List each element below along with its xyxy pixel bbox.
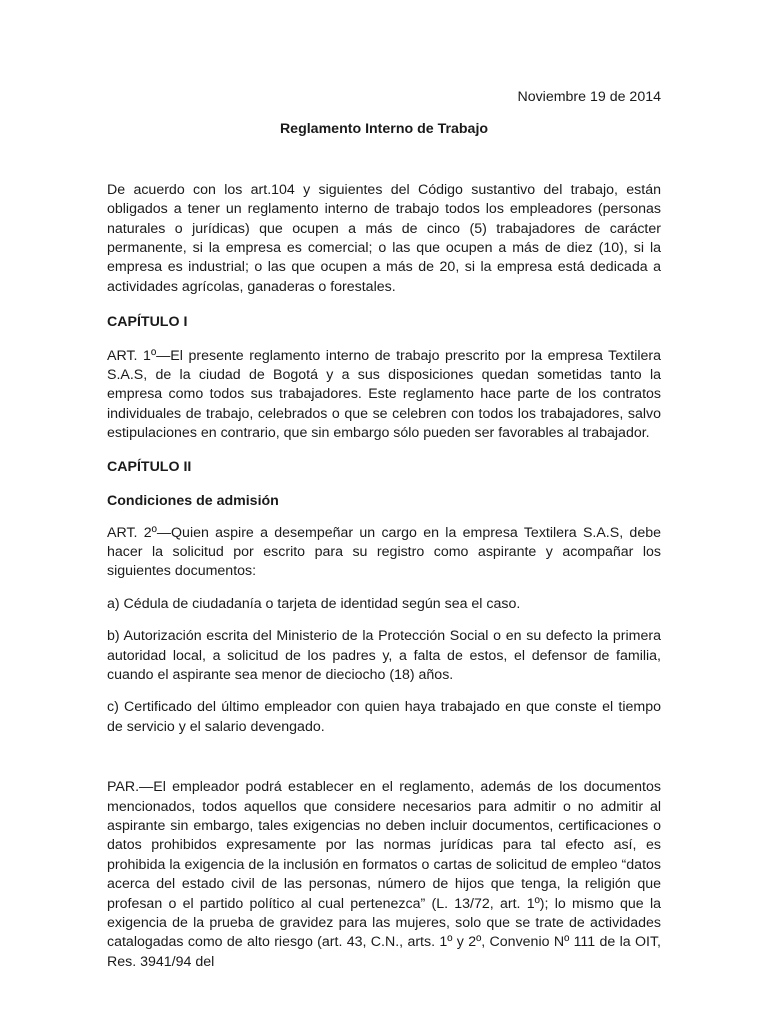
chapter-2-heading: CAPÍTULO II — [107, 458, 192, 475]
list-item-c: c) Certificado del último empleador con quien haya trabajado en que conste el tiempo de servicio y el salario devengado. — [107, 699, 661, 735]
paragraph-par: PAR.—El empleador podrá establecer en el reglamento, además de los documentos mencionados, todos aquellos que considere necesarios para admitir o no admitir al aspirante sin embargo, tales exigencias no deben incluir documentos, certificaciones o datos prohibidos expresamente por las normas jurídicas para tal efecto así, es prohibida la exigencia de la inclusión en formatos o cartas de solicitud de empleo “datos acerca del estado civil de las personas, número de hijos que tenga, la religión que profesan o el partido político al cual pertenezca” (L. 13/72, art. 1º); lo mismo que la exigencia de la prueba de gravidez para las mujeres, solo que se trate de actividades catalogadas como de alto riesgo (art. 43, C.N., arts. 1º y 2º, Convenio Nº 111 de la OIT, Res. 3941/94 del — [107, 779, 661, 970]
article-1-paragraph: ART. 1º—El presente reglamento interno de trabajo prescrito por la empresa Textilera S.A.S, de la ciudad de Bogotá y a sus disposiciones quedan sometidas tanto la empresa como todos sus trabajadores. Este reglamento hace parte de los contratos individuales de trabajo, celebrados o que se celebren con todos los trabajadores, salvo estipulaciones en contrario, que sin embargo sólo pueden ser favorables al trabajador. — [107, 347, 661, 442]
list-item-b: b) Autorización escrita del Ministerio de la Protección Social o en su defecto la primera autoridad local, a solicitud de los padres y, a falta de estos, el defensor de familia, cuando el aspirante sea menor de dieciocho (18) años. — [107, 628, 661, 683]
document-title: Reglamento Interno de Trabajo — [279, 121, 489, 138]
document-date: Noviembre 19 de 2014 — [517, 89, 661, 105]
chapter-1-heading: CAPÍTULO I — [107, 314, 188, 331]
document-page — [107, 88, 661, 972]
article-2-paragraph: ART. 2º—Quien aspire a desempeñar un cargo en la empresa Textilera S.A.S, debe hacer la solicitud por escrito para su registro como aspirante y acompañar los siguientes documentos: — [107, 524, 661, 580]
list-item-a: a) Cédula de ciudadanía o tarjeta de identidad según sea el caso. — [107, 595, 521, 612]
intro-paragraph: De acuerdo con los art.104 y siguientes del Código sustantivo del trabajo, están obligados a tener un reglamento interno de trabajo todos los empleadores (personas naturales o jurídicas) que ocupen a más de cinco (5) trabajadores de carácter permanente, si la empresa es comercial; o las que ocupen a más de diez (10), si la empresa es industrial; o las que ocupen a más de 20, si la empresa está dedicada a actividades agrícolas, ganaderas o forestales. — [107, 181, 661, 295]
admission-conditions-heading: Condiciones de admisión — [107, 493, 279, 510]
